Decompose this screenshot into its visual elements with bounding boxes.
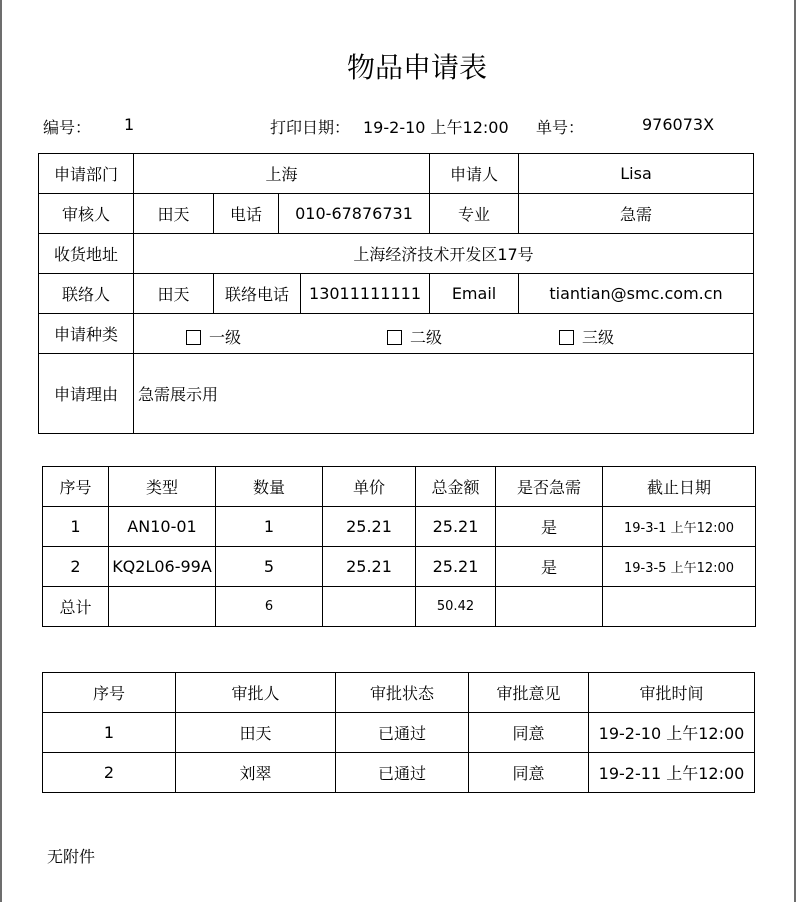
- number-value: 1: [124, 115, 135, 134]
- approvals-header-cell: 审批状态: [336, 673, 469, 713]
- table-row: [43, 547, 756, 587]
- approval-cell: 2: [43, 753, 176, 793]
- email-value: tiantian@smc.com.cn: [519, 274, 754, 314]
- items-header-cell: 数量: [216, 467, 323, 507]
- item-cell: KQ2L06-99A: [109, 547, 216, 587]
- contact-phone-label: 联络电话: [214, 274, 301, 314]
- order-label: 单号：: [536, 118, 585, 137]
- reason-label: 申请理由: [39, 354, 134, 434]
- items-header-cell: 类型: [109, 467, 216, 507]
- category-label: 申请种类: [39, 314, 134, 354]
- page-border-left: [0, 0, 2, 902]
- item-cell: 1: [43, 507, 109, 547]
- category-option-label: 一级: [209, 328, 242, 347]
- items-header-cell: 截止日期: [603, 467, 756, 507]
- approvals-header-row: [43, 673, 755, 713]
- item-cell: 5: [216, 547, 323, 587]
- total-row: [43, 587, 756, 627]
- table-row: [43, 753, 755, 793]
- items-header-cell: 序号: [43, 467, 109, 507]
- major-value: 急需: [519, 194, 754, 234]
- address-label: 收货地址: [39, 234, 134, 274]
- dept-value: 上海: [134, 154, 430, 194]
- approval-cell: 刘翠: [176, 753, 336, 793]
- item-cell: 1: [216, 507, 323, 547]
- order-value: 976073X: [642, 115, 715, 134]
- major-label: 专业: [430, 194, 519, 234]
- applicant-label: 申请人: [430, 154, 519, 194]
- category-option-1[interactable]: [186, 325, 241, 348]
- total-cell: [496, 587, 603, 627]
- item-cell: 2: [43, 547, 109, 587]
- table-row: [43, 507, 756, 547]
- item-cell: AN10-01: [109, 507, 216, 547]
- items-header-cell: 总金额: [416, 467, 496, 507]
- attachment-note: 无附件: [47, 847, 96, 866]
- print-date-value: 19-2-10 上午12:00: [363, 118, 509, 137]
- page-title: 物品申请表: [346, 51, 487, 84]
- item-cell: 25.21: [416, 547, 496, 587]
- approvals-header-cell: 审批意见: [469, 673, 589, 713]
- approvals-table: [42, 672, 755, 793]
- application-form-table: [38, 153, 754, 434]
- item-cell: 19-3-1 上午12:00: [603, 507, 756, 547]
- reviewer-value: 田天: [134, 194, 214, 234]
- total-cell: [109, 587, 216, 627]
- total-cell: [603, 587, 756, 627]
- items-header-row: [43, 467, 756, 507]
- applicant-value: Lisa: [519, 154, 754, 194]
- item-cell: 是: [496, 507, 603, 547]
- items-header-cell: 是否急需: [496, 467, 603, 507]
- approval-cell: 19-2-11 上午12:00: [589, 753, 755, 793]
- approval-cell: 已通过: [336, 753, 469, 793]
- approval-cell: 已通过: [336, 713, 469, 753]
- item-cell: 19-3-5 上午12:00: [603, 547, 756, 587]
- approvals-header-cell: 审批人: [176, 673, 336, 713]
- item-cell: 25.21: [416, 507, 496, 547]
- total-label: 总计: [43, 587, 109, 627]
- approval-cell: 1: [43, 713, 176, 753]
- items-table: [42, 466, 756, 627]
- contact-label: 联络人: [39, 274, 134, 314]
- total-amount: 50.42: [416, 587, 496, 627]
- reviewer-label: 审核人: [39, 194, 134, 234]
- category-option-3[interactable]: [559, 325, 614, 348]
- approval-cell: 同意: [469, 753, 589, 793]
- contact-value: 田天: [134, 274, 214, 314]
- phone-value: 010-67876731: [279, 194, 430, 234]
- approvals-header-cell: 审批时间: [589, 673, 755, 713]
- reason-value: 急需展示用: [134, 354, 754, 434]
- item-cell: 25.21: [323, 547, 416, 587]
- approval-cell: 田天: [176, 713, 336, 753]
- category-options: [134, 314, 754, 354]
- category-option-2[interactable]: [387, 325, 442, 348]
- checkbox-icon[interactable]: [186, 330, 201, 345]
- checkbox-icon[interactable]: [387, 330, 402, 345]
- approval-cell: 19-2-10 上午12:00: [589, 713, 755, 753]
- total-quantity: 6: [216, 587, 323, 627]
- contact-phone-value: 13011111111: [301, 274, 430, 314]
- items-header-cell: 单价: [323, 467, 416, 507]
- approvals-header-cell: 序号: [43, 673, 176, 713]
- phone-label: 电话: [214, 194, 279, 234]
- number-label: 编号：: [43, 118, 92, 137]
- email-label: Email: [430, 274, 519, 314]
- approval-cell: 同意: [469, 713, 589, 753]
- item-cell: 25.21: [323, 507, 416, 547]
- print-date-label: 打印日期：: [270, 118, 351, 137]
- item-cell: 是: [496, 547, 603, 587]
- checkbox-icon[interactable]: [559, 330, 574, 345]
- category-option-label: 二级: [410, 328, 443, 347]
- table-row: [43, 713, 755, 753]
- address-value: 上海经济技术开发区17号: [134, 234, 754, 274]
- category-option-label: 三级: [582, 328, 615, 347]
- total-cell: [323, 587, 416, 627]
- dept-label: 申请部门: [39, 154, 134, 194]
